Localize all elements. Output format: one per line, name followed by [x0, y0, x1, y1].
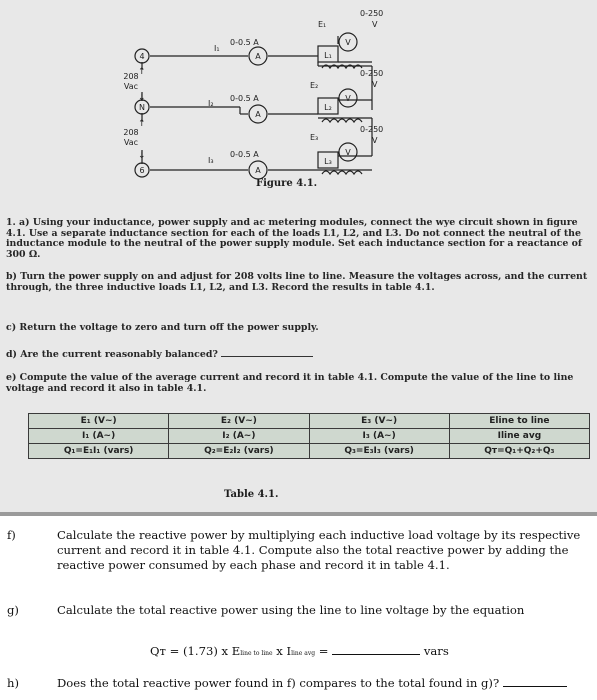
- circuit-diagram: [0, 0, 597, 200]
- table-cell[interactable]: Q₁=E₁I₁ (vars): [29, 444, 169, 459]
- ammeter-2-symbol: A: [255, 110, 261, 119]
- voltmeter-1-range: 0-250: [360, 9, 384, 18]
- instruction-e: e) Compute the value of the average current and record it in table 4.1. Compute the value of the line to line voltage and record it also in table 4.1.: [6, 372, 574, 394]
- source-voltage-1: 208: [123, 72, 139, 81]
- terminal-4-label: 4: [139, 52, 145, 61]
- equation-answer-blank[interactable]: [332, 644, 420, 655]
- voltmeter-2-range: 0-250: [360, 69, 384, 78]
- table-row: [29, 444, 590, 459]
- down-arrow-icon: ↓: [138, 93, 146, 103]
- equation-sub-line-to-line: line to line: [240, 650, 273, 657]
- voltmeter-3-symbol: V: [345, 148, 351, 157]
- figure-caption: Figure 4.1.: [256, 178, 318, 189]
- equation-lhs: Qт = (1.73) x E: [150, 644, 241, 658]
- ammeter-2-range: 0-0.5 A: [230, 94, 259, 103]
- ammeter-3-range: 0-0.5 A: [230, 150, 259, 159]
- question-g-tag: g): [7, 603, 19, 617]
- table-cell[interactable]: Q₂=E₂I₂ (vars): [169, 444, 309, 459]
- table-cell[interactable]: I₁ (A~): [29, 429, 169, 444]
- voltmeter-2-symbol: V: [345, 94, 351, 103]
- load-1-label: L₁: [324, 51, 332, 60]
- table-cell[interactable]: I₂ (A~): [169, 429, 309, 444]
- current-3-label: I₃: [208, 156, 214, 165]
- question-g-text: Calculate the total reactive power using the line to line voltage by the equation: [57, 603, 525, 617]
- table-cell[interactable]: Qт=Q₁+Q₂+Q₃: [449, 444, 589, 459]
- circuit-svg: [0, 0, 597, 200]
- down-arrow-icon: ↓: [138, 151, 146, 161]
- table-row: [29, 429, 590, 444]
- question-h: [7, 676, 587, 691]
- instruction-c: c) Return the voltage to zero and turn off the power supply.: [6, 322, 319, 333]
- question-f-text: Calculate the reactive power by multiplying each inductive load voltage by its respective current and record it in table 4.1. Compute also the total reactive power by adding the reactive power consumed by each phase and record it in table 4.1.: [57, 528, 581, 572]
- up-arrow-icon: ↑: [138, 67, 146, 77]
- voltage-2-label: E₂: [310, 81, 319, 90]
- instruction-b: b) Turn the power supply on and adjust for 208 volts line to line. Measure the voltages across, and the current through, the three inductive loads L1, L2, and L3. Record the results in table 4.1.: [6, 271, 588, 293]
- ammeter-3-symbol: A: [255, 166, 261, 175]
- terminal-6-label: 6: [139, 166, 145, 175]
- load-2-label: L₂: [324, 103, 332, 112]
- answer-h-blank[interactable]: [503, 676, 567, 687]
- table-cell[interactable]: I₃ (A~): [309, 429, 449, 444]
- equation-unit: vars: [423, 644, 449, 658]
- table-row: [29, 414, 590, 429]
- question-f: [7, 528, 587, 573]
- current-2-label: I₂: [208, 99, 214, 108]
- instruction-d: d) Are the current reasonably balanced?: [6, 349, 218, 360]
- source-voltage-2: 208: [123, 128, 139, 137]
- voltmeter-1-unit: V: [372, 20, 378, 29]
- voltage-3-label: E₃: [310, 133, 319, 142]
- voltmeter-1-symbol: V: [345, 38, 351, 47]
- question-h-tag: h): [7, 676, 19, 690]
- source-unit-1: Vac: [123, 82, 139, 91]
- section-divider: [0, 512, 597, 516]
- question-h-text: Does the total reactive power found in f) compares to the total found in g)?: [57, 676, 500, 690]
- table-cell[interactable]: Iline avg: [449, 429, 589, 444]
- table-caption: Table 4.1.: [224, 489, 279, 500]
- answer-d-blank[interactable]: [221, 348, 313, 357]
- ammeter-1-symbol: A: [255, 52, 261, 61]
- current-1-label: I₁: [214, 44, 220, 53]
- table-cell[interactable]: Eline to line: [449, 414, 589, 429]
- voltmeter-3-unit: V: [372, 136, 378, 145]
- table-cell[interactable]: Q₃=E₃I₃ (vars): [309, 444, 449, 459]
- terminal-n-label: N: [139, 103, 145, 112]
- reactive-power-equation: [150, 644, 449, 658]
- voltmeter-3-range: 0-250: [360, 125, 384, 134]
- source-unit-2: Vac: [123, 138, 139, 147]
- equation-times: x I: [272, 644, 292, 658]
- equation-equals: =: [315, 644, 329, 658]
- table-cell[interactable]: E₂ (V~): [169, 414, 309, 429]
- instruction-a: 1. a) Using your inductance, power supply and ac metering modules, connect the wye circuit shown in figure 4.1. Use a separate inductance section for each of the loads L1, L2, and L3. Do not connect the neutral of the inductance module to the neutral of the power supply module. Set each inductance section for a reactance of 300 Ω.: [6, 217, 582, 260]
- results-table: [28, 413, 590, 459]
- question-f-tag: f): [7, 528, 16, 542]
- voltage-1-label: E₁: [318, 20, 327, 29]
- equation-sub-line-avg: line avg: [291, 650, 316, 657]
- load-3-label: L₃: [324, 157, 332, 166]
- ammeter-1-range: 0-0.5 A: [230, 38, 259, 47]
- question-g: [7, 603, 587, 618]
- voltmeter-2-unit: V: [372, 80, 378, 89]
- up-arrow-icon: ↑: [138, 119, 146, 129]
- table-cell[interactable]: E₃ (V~): [309, 414, 449, 429]
- table-cell[interactable]: E₁ (V~): [29, 414, 169, 429]
- instruction-d-row: [6, 348, 592, 361]
